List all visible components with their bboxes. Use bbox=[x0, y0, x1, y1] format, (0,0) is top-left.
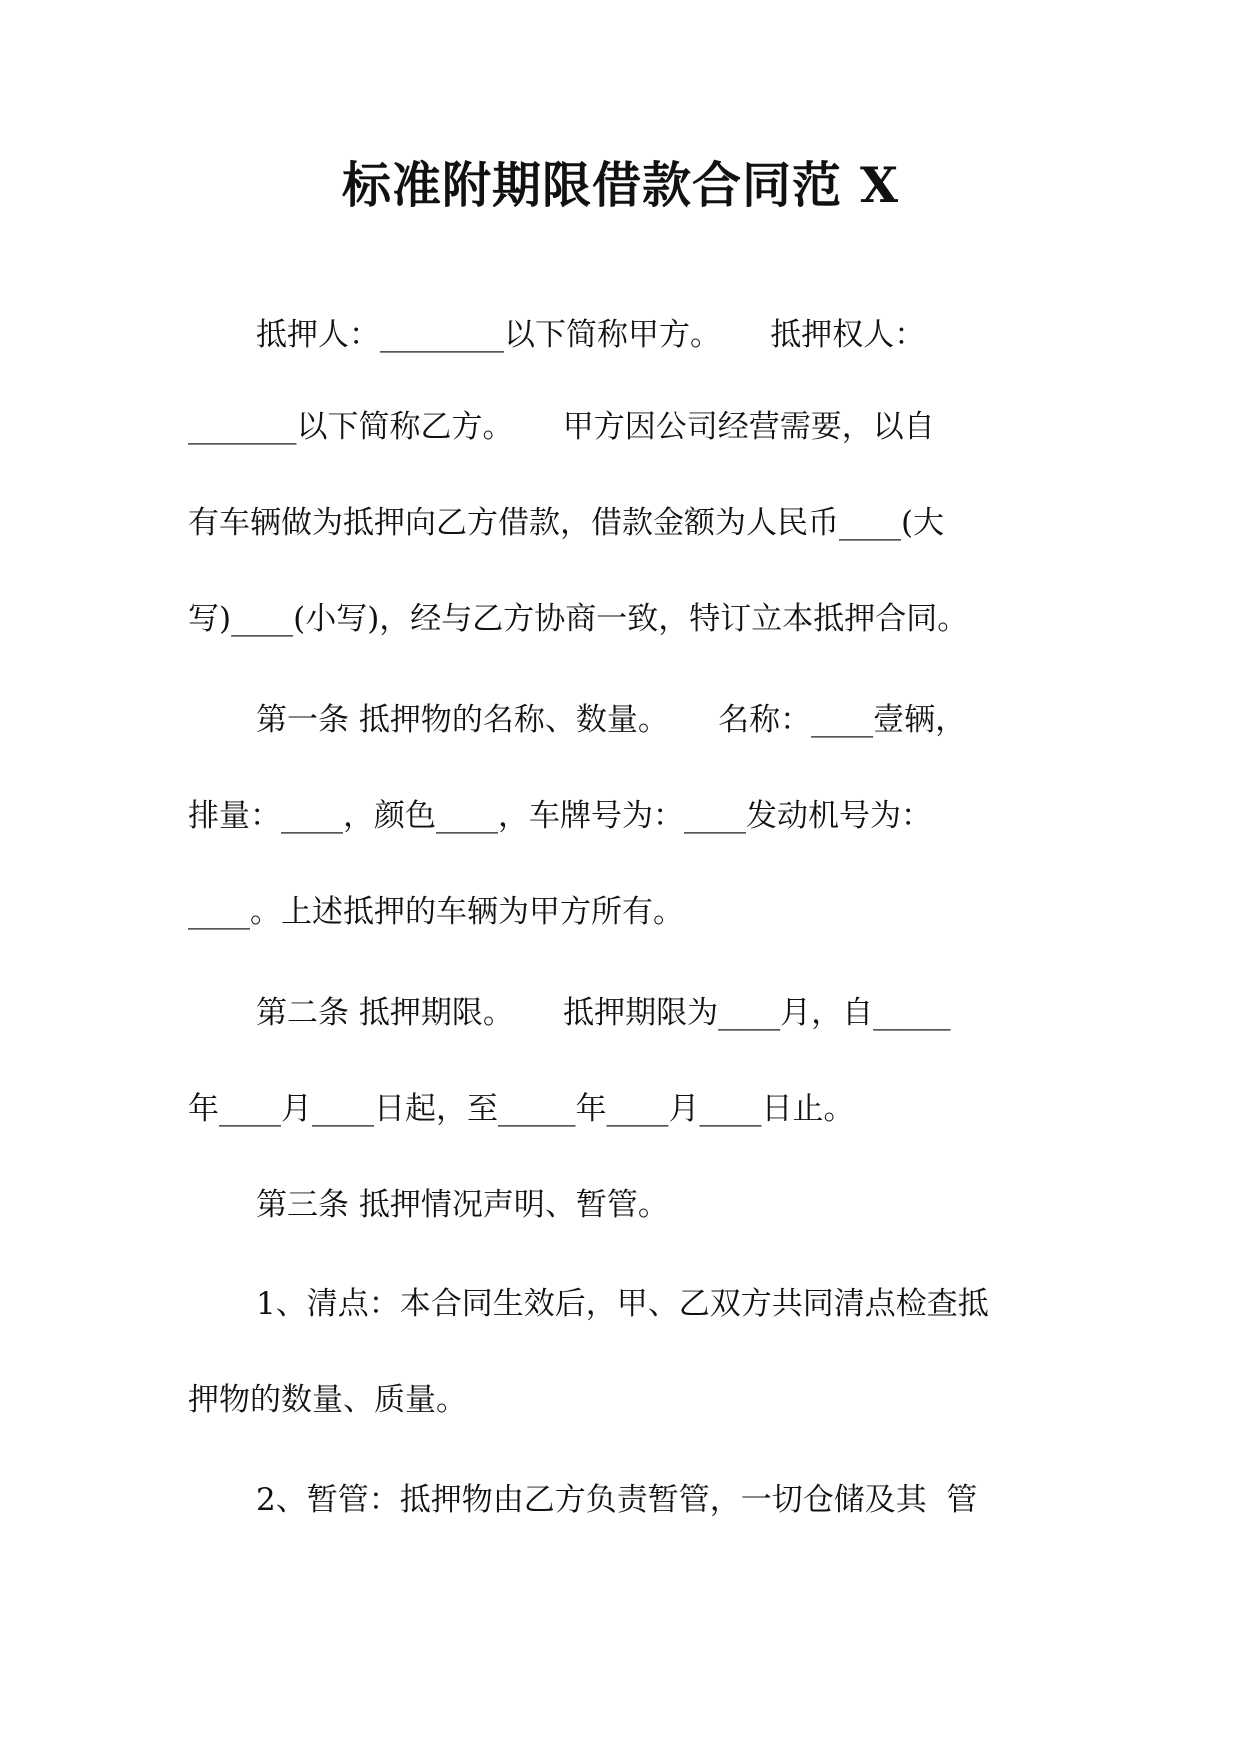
paragraph-line: 第二条 抵押期限。 抵押期限为____月，自_____ bbox=[256, 995, 951, 1031]
paragraph-line: _______以下简称乙方。 甲方因公司经营需要，以自 bbox=[188, 409, 935, 445]
paragraph-line: 排量：____，颜色____，车牌号为：____发动机号为： bbox=[188, 798, 932, 834]
paragraph-line: 年____月____日起，至_____年____月____日止。 bbox=[188, 1091, 855, 1127]
paragraph-line: 抵押人：________以下简称甲方。 抵押权人： bbox=[256, 317, 926, 353]
paragraph-line: 押物的数量、质量。 bbox=[188, 1382, 467, 1418]
paragraph-line: ____。上述抵押的车辆为甲方所有。 bbox=[188, 894, 684, 930]
paragraph-line: 有车辆做为抵押向乙方借款，借款金额为人民币____(大 bbox=[188, 505, 945, 541]
paragraph-line: 写)____(小写)，经与乙方协商一致，特订立本抵押合同。 bbox=[188, 601, 969, 637]
document-title: 标准附期限借款合同范 X bbox=[341, 156, 900, 214]
paragraph-line: 第三条 抵押情况声明、暂管。 bbox=[256, 1187, 669, 1223]
paragraph-line: 2、暂管：抵押物由乙方负责暂管，一切仓储及其 管 bbox=[256, 1482, 978, 1518]
paragraph-line: 第一条 抵押物的名称、数量。 名称：____壹辆， bbox=[256, 702, 967, 738]
paragraph-line: 1、清点：本合同生效后，甲、乙双方共同清点检查抵 bbox=[256, 1286, 989, 1322]
